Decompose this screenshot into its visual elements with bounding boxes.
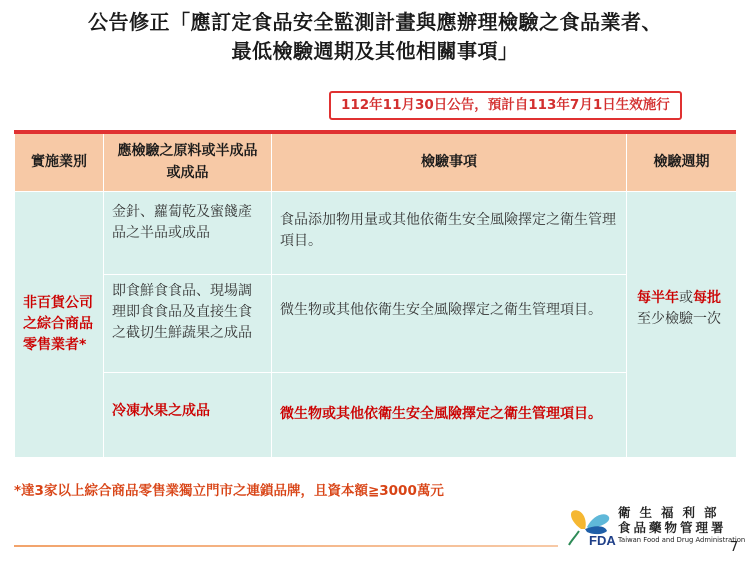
material-cell: 冷凍水果之成品 [104, 372, 272, 457]
agency-ministry: 衛生福利部 [618, 505, 726, 520]
period-at-least: 至少檢驗一次 [637, 310, 721, 327]
agency-name [618, 505, 746, 545]
items-cell: 微生物或其他依衛生安全風險擇定之衛生管理項目。 [272, 372, 627, 457]
table-header-row [15, 134, 737, 191]
title-line-2: 最低檢驗週期及其他相關事項」 [231, 39, 519, 63]
page-number: 7 [730, 540, 739, 555]
period-per-batch: 每批 [693, 289, 721, 306]
agency-administration: 食品藥物管理署 [618, 520, 727, 535]
material-cell: 金針、蘿蔔乾及蜜餞產品之半品或成品 [104, 191, 272, 274]
announcement-notice: 112年11月30日公告，預計自113年7月1日生效施行 [329, 91, 682, 120]
agency-english: Taiwan Food and Drug Administration [618, 536, 746, 544]
requirements-table [14, 134, 737, 458]
items-cell: 食品添加物用量或其他依衛生安全風險擇定之衛生管理項目。 [272, 191, 627, 274]
footnote: *達3家以上綜合商品零售業獨立門市之連鎖品牌，且資本額≧3000萬元 [14, 483, 444, 499]
business-type-cell: 非百貨公司之綜合商品零售業者* [15, 191, 104, 457]
footer-divider [14, 545, 558, 547]
items-cell: 微生物或其他依衛生安全風險擇定之衛生管理項目。 [272, 274, 627, 372]
period-cell [627, 191, 737, 457]
header-inspection-period: 檢驗週期 [627, 134, 737, 191]
page-title [0, 8, 750, 66]
header-material: 應檢驗之原料或半成品或成品 [104, 134, 272, 191]
material-cell: 即食鮮食食品、現場調理即食食品及直接生食之截切生鮮蔬果之成品 [104, 274, 272, 372]
header-business-type: 實施業別 [15, 134, 104, 191]
logo-mark: FDA [589, 533, 616, 547]
period-or: 或 [679, 289, 693, 306]
table-row [15, 191, 737, 274]
title-line-1: 公告修正「應訂定食品安全監測計畫與應辦理檢驗之食品業者、 [88, 10, 662, 34]
header-inspection-items: 檢驗事項 [272, 134, 627, 191]
period-half-year: 每半年 [637, 289, 679, 306]
